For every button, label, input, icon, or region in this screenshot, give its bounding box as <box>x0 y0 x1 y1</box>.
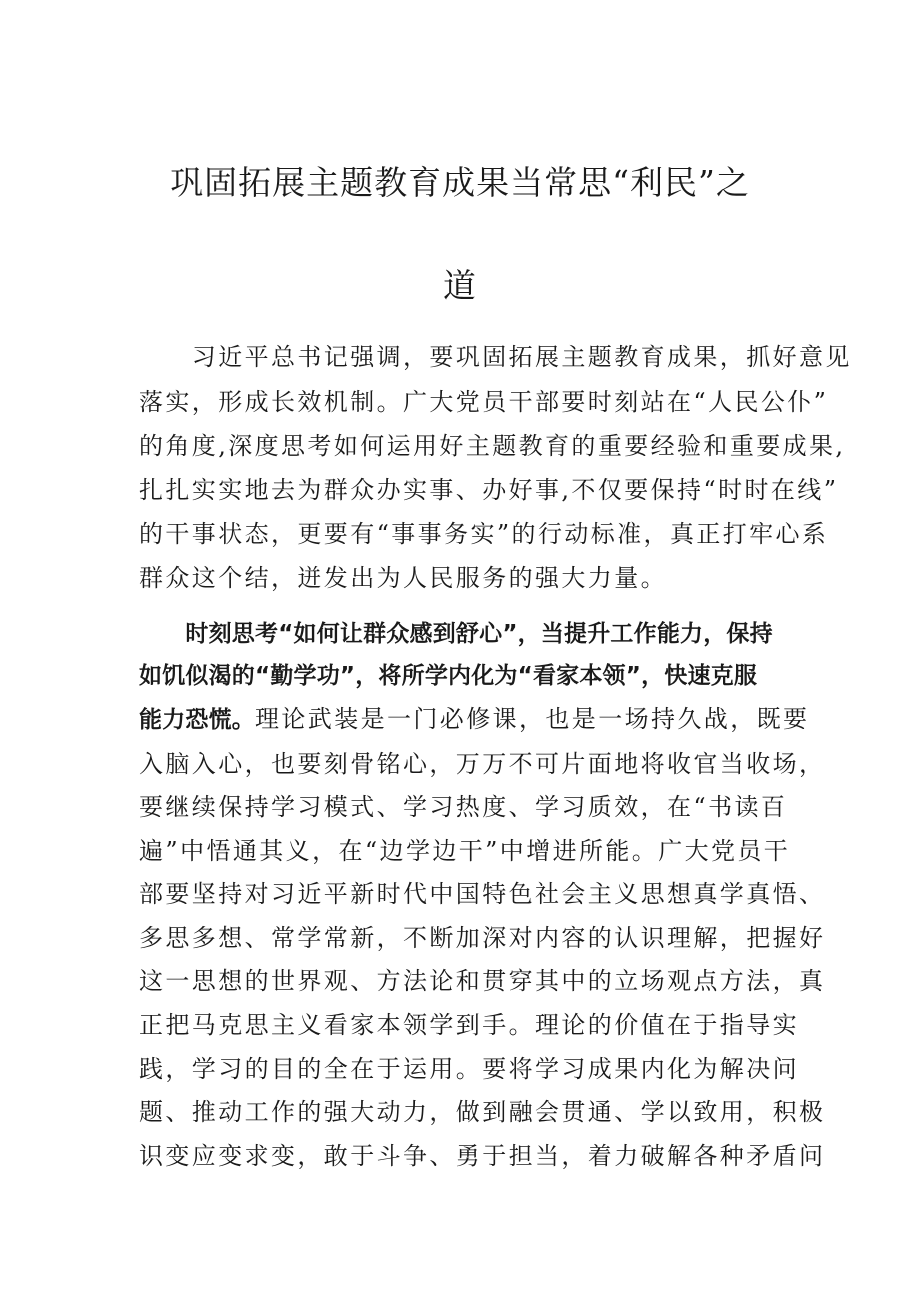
text-line: 入脑入心，也要刻骨铭心，万万不可片面地将收官当收场， <box>139 750 826 778</box>
text-line: 要继续保持学习模式、学习热度、学习质效，在“书读百 <box>139 793 788 821</box>
text-line: 这一思想的世界观、方法论和贯穿其中的立场观点方法，真 <box>139 967 826 995</box>
text-line: 部要坚持对习近平新时代中国特色社会主义思想真学真悟、 <box>139 880 826 908</box>
text-line: 习近平总书记强调，要巩固拓展主题教育成果，抓好意见 <box>139 343 852 371</box>
bold-text-line: 时刻思考“如何让群众感到舒心”，当提升工作能力，保持 <box>139 621 773 647</box>
text-line: 扎扎实实地去为群众办实事、办好事,不仅要保持“时时在线” <box>139 476 839 504</box>
text-line: 群众这个结，迸发出为人民服务的强大力量。 <box>139 564 667 592</box>
document-title-line-2: 道 <box>443 266 477 305</box>
text-line: 识变应变求变，敢于斗争、勇于担当，着力破解各种矛盾问 <box>139 1142 826 1170</box>
document-title-line-1: 巩固拓展主题教育成果当常思“利民”之 <box>170 163 750 202</box>
text-line: 多思多想、常学常新，不断加深对内容的认识理解，把握好 <box>139 924 826 952</box>
text-line: 题、推动工作的强大动力，做到融会贯通、学以致用，积极 <box>139 1098 826 1126</box>
text-line: 践，学习的目的全在于运用。要将学习成果内化为解决问 <box>139 1055 799 1083</box>
text-line: 遍”中悟通其义，在“边学边干”中增进所能。广大党员干 <box>139 837 791 865</box>
text-line: 落实，形成长效机制。广大党员干部要时刻站在“人民公仆” <box>139 388 829 416</box>
text-line: 的干事状态，更要有“事事务实”的行动标准，真正打牢心系 <box>139 520 829 548</box>
bold-lead-text: 能力恐慌。 <box>139 707 255 733</box>
regular-text: 理论武装是一门必修课，也是一场持久战，既要 <box>255 705 810 733</box>
text-line: 正把马克思主义看家本领学到手。理论的价值在于指导实 <box>139 1011 799 1039</box>
mixed-text-line <box>139 707 809 732</box>
bold-text-line: 如饥似渴的“勤学功”，将所学内化为“看家本领”，快速克服 <box>139 663 758 689</box>
text-line: 的角度,深度思考如何运用好主题教育的重要经验和重要成果, <box>139 432 846 460</box>
